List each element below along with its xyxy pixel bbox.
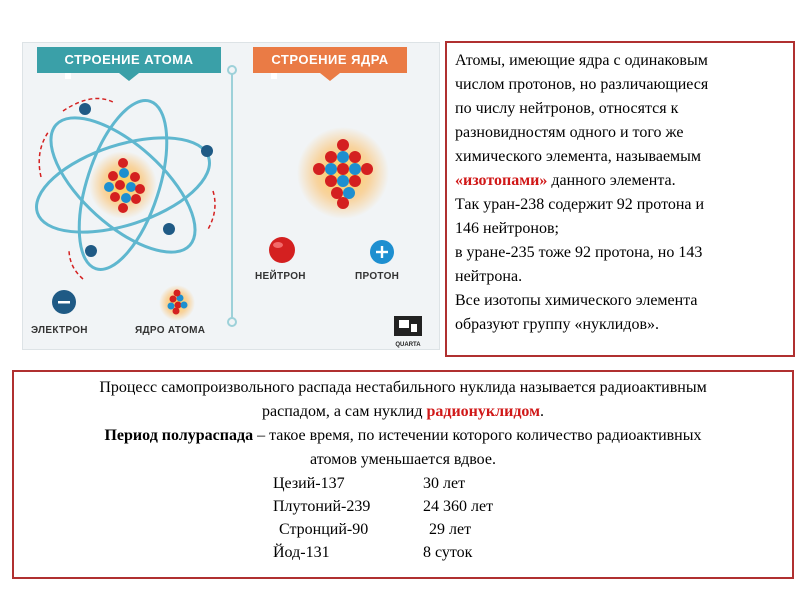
electron <box>85 245 97 257</box>
text-line <box>18 400 788 424</box>
isotopes-definition-box <box>445 41 795 357</box>
text-line: Все изотопы химического элемента <box>455 292 698 309</box>
quarta-logo-text: QUARTA <box>395 342 421 348</box>
half-life-value: 29 лет <box>429 521 472 538</box>
text-fragment: данного элемента. <box>547 172 676 189</box>
electron-path-arrow <box>69 249 83 279</box>
text-fragment: распадом, а сам нуклид <box>261 403 427 420</box>
nucleus-diagram <box>293 123 393 223</box>
atom-structure-ribbon: СТРОЕНИЕ АТОМА <box>37 47 221 73</box>
quarta-logo-mark <box>393 315 423 337</box>
electron-label: ЭЛЕКТРОН <box>31 325 88 336</box>
half-life-row <box>18 518 788 541</box>
half-life-value: 8 суток <box>423 544 473 561</box>
neutron-icon <box>267 235 297 265</box>
text-line: Процесс самопроизвольного распада нестабильного нуклида называется радиоактивным <box>99 379 707 396</box>
atom-nucleus-icon <box>157 283 197 323</box>
electron <box>79 103 91 115</box>
nuclide-name: Плутоний-239 <box>273 498 371 515</box>
quarta-logo <box>393 315 425 348</box>
text-line: химического элемента, называемым <box>455 148 702 165</box>
text-fragment: . <box>540 403 544 420</box>
divider-dot-bottom <box>227 317 237 327</box>
nuclide-name: Йод-131 <box>273 544 330 561</box>
electron-path-arrow <box>207 191 215 231</box>
divider-line <box>231 69 233 321</box>
atom-nucleus-label: ЯДРО АТОМА <box>135 325 206 336</box>
text-line: в уране-235 тоже 92 протона, но 143 <box>455 244 703 261</box>
text-line: нейтрона. <box>455 268 523 285</box>
text-line <box>455 169 785 193</box>
text-line: 146 нейтронов; <box>455 220 559 237</box>
electron-path-arrow <box>39 131 49 177</box>
text-line: атомов уменьшается вдвое. <box>310 451 496 468</box>
text-line: образуют группу «нуклидов». <box>455 316 660 333</box>
electron <box>163 223 175 235</box>
radionuclide-term: радионуклидом <box>426 403 540 420</box>
neutron-label: НЕЙТРОН <box>255 271 306 282</box>
text-line: Атомы, имеющие ядра с одинаковым <box>455 52 708 69</box>
nuclide-name: Стронций-90 <box>279 521 369 538</box>
radioactive-decay-box <box>12 370 794 579</box>
electron <box>201 145 213 157</box>
text-line: разновидностям одного и того же <box>455 124 684 141</box>
text-line <box>18 424 788 448</box>
proton-label: ПРОТОН <box>355 271 400 282</box>
electron-icon <box>51 289 77 315</box>
text-line: по числу нейтронов, относятся к <box>455 100 679 117</box>
isotopes-term: «изотопами» <box>455 172 548 189</box>
text-fragment: – такое время, по истечении которого количество радиоактивных <box>253 427 702 444</box>
half-life-value: 30 лет <box>423 475 466 492</box>
half-life-row <box>18 541 788 564</box>
half-life-row <box>18 495 788 518</box>
text-line: Так уран-238 содержит 92 протона и <box>455 196 705 213</box>
proton-icon <box>369 239 395 265</box>
nucleus-structure-ribbon: СТРОЕНИЕ ЯДРА <box>253 47 407 73</box>
nuclide-name: Цезий-137 <box>273 475 345 492</box>
atom-structure-illustration <box>22 42 440 350</box>
atom-diagram <box>23 81 223 291</box>
text-line: числом протонов, но различающиеся <box>455 76 709 93</box>
half-life-value: 24 360 лет <box>423 498 494 515</box>
half-life-term: Период полураспада <box>104 427 254 444</box>
divider-dot-top <box>227 65 237 75</box>
half-life-row <box>18 472 788 495</box>
